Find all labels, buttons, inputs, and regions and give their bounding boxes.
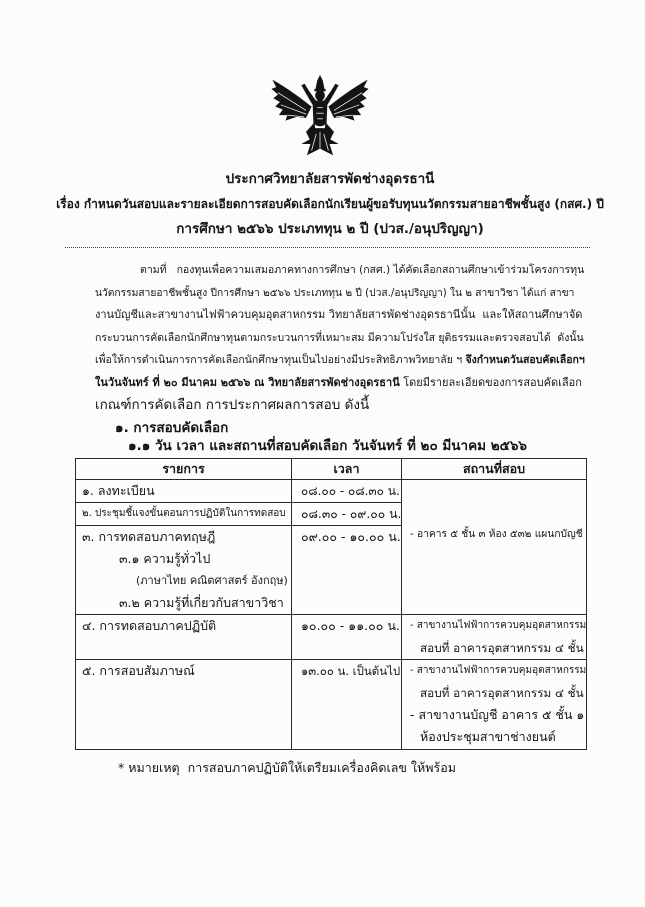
body-line-5-text: เพื่อให้การดำเนินการการคัดเลือกนักศึกษาทุนเป็นไปอย่างมีประสิทธิภาพวิทยาลัย ฯ xyxy=(95,354,466,366)
body-line-3-text: งานบัญชีและสาขางานไฟฟ้าควบคุมอุตสาหกรรม วิทยาลัยสารพัดช่างอุดรธานีนั้น และให้สถานศึกษาจัด xyxy=(95,308,583,321)
body-line-5 xyxy=(95,349,585,372)
body-line-1 xyxy=(95,259,585,282)
table-header-item: รายการ xyxy=(76,459,292,480)
row-location-line: - สาขางานไฟฟ้าการควบคุมอุตสาหกรรม xyxy=(410,620,586,631)
row-time: ๐๙.๐๐ - ๑๐.๐๐ น. xyxy=(301,529,401,544)
row-time-cell xyxy=(292,615,402,660)
row-location-line: ห้องประชุมสาขาช่างยนต์ xyxy=(420,729,556,744)
row-item-cell xyxy=(76,660,292,750)
body-line-4 xyxy=(95,327,585,350)
row-item-label: ๑. ลงทะเบียน xyxy=(82,483,155,498)
row-sub-item: ๓.๒ ความรู้ที่เกี่ยวกับสาขาวิชา xyxy=(119,595,284,610)
row-location-line: - สาขางานบัญชี อาคาร ๕ ชั้น ๑ xyxy=(410,707,585,722)
row-item-label: ๔. การทดสอบภาคปฏิบัติ xyxy=(82,618,217,633)
body-paragraph xyxy=(95,259,585,417)
row-time: ๑๐.๐๐ - ๑๑.๐๐ น. xyxy=(301,618,400,633)
row-location-line: - สาขางานไฟฟ้าการควบคุมอุตสาหกรรม xyxy=(410,665,586,676)
row-location-line: สอบที่ อาคารอุตสาหกรรม ๔ ชั้น xyxy=(420,641,584,655)
schedule-table xyxy=(75,458,587,750)
body-line-4-text: กระบวนการคัดเลือกนักศึกษาทุนตามกระบวนการที่เหมาะสม มีความโปร่งใส ยุติธรรมและตรวจสอบได้ ดังนั้น xyxy=(95,331,584,344)
section-heading: ๑. การสอบคัดเลือก xyxy=(115,420,229,436)
row-item-label: ๓. การทดสอบภาคทฤษฎี xyxy=(82,529,216,544)
body-line-3 xyxy=(95,304,585,327)
table-row xyxy=(76,660,587,750)
row-time: ๑๓.๐๐ น. เป็นต้นไป xyxy=(301,664,401,678)
row-location-cell xyxy=(402,615,587,660)
announcement-header xyxy=(55,167,605,242)
row-time-cell xyxy=(292,526,402,615)
row-item-cell xyxy=(76,615,292,660)
body-line-1-text: ตามที่ กองทุนเพื่อความเสมอภาคทางการศึกษา (กสศ.) ได้คัดเลือกสถานศึกษาเข้าร่วมโครงการทุน xyxy=(140,264,585,276)
row-time-cell xyxy=(292,503,402,526)
row-item-label: ๒. ประชุมชี้แจงขั้นตอนการปฏิบัติในการทดสอบ xyxy=(82,508,286,519)
body-line-5-bold-text: จึงกำหนดวันสอบคัดเลือกฯ xyxy=(465,354,585,366)
garuda-emblem xyxy=(268,74,372,158)
row-time: ๐๘.๐๐ - ๐๘.๓๐ น. xyxy=(301,484,400,498)
row-location-cell xyxy=(402,480,587,615)
body-line-6-text: โดยมีรายละเอียดของการสอบคัดเลือก xyxy=(399,375,582,389)
body-line-2-text: นวัตกรรมสายอาชีพชั้นสูง ปีการศึกษา ๒๕๖๖ ประเภททุน ๒ ปี (ปวส./อนุปริญญา) ใน ๒ สาขาวิชา ได้แก่ สาขา xyxy=(95,286,575,299)
announcement-subject-line-1: เรื่อง กำหนดวันสอบและรายละเอียดการสอบคัดเลือกนักเรียนผู้ขอรับทุนนวัตกรรมสายอาชีพชั้นสูง (กสศ.) ปี xyxy=(56,197,604,211)
row-item-cell xyxy=(76,480,292,503)
body-line-6 xyxy=(95,372,585,395)
table-header-time: เวลา xyxy=(292,459,402,480)
body-line-7-text: เกณฑ์การคัดเลือก การประกาศผลการสอบ ดังนี้ xyxy=(95,397,370,413)
footnote-remark: * หมายเหตุ การสอบภาคปฏิบัติให้เตรียมเครื่องคิดเลข ให้พร้อม xyxy=(118,760,456,775)
row-location-line: สอบที่ อาคารอุตสาหกรรม ๔ ชั้น xyxy=(420,686,584,700)
body-line-2 xyxy=(95,282,585,305)
row-sub-item-detail: (ภาษาไทย คณิตศาสตร์ อังกฤษ) xyxy=(136,574,288,587)
table-row xyxy=(76,615,587,660)
section-sub-heading: ๑.๑ วัน เวลา และสถานที่สอบคัดเลือก วันจันทร์ ที่ ๒๐ มีนาคม ๒๕๖๖ xyxy=(128,438,527,454)
row-time-cell xyxy=(292,480,402,503)
row-sub-item: ๓.๑ ความรู้ทั่วไป xyxy=(119,551,211,566)
table-header-location: สถานที่สอบ xyxy=(402,459,587,480)
dotted-separator xyxy=(65,247,590,248)
row-location-line: - อาคาร ๕ ชั้น ๓ ห้อง ๕๓๒ แผนกบัญชี xyxy=(410,528,583,540)
table-row xyxy=(76,480,587,503)
table-header-row xyxy=(76,459,587,480)
row-location-cell xyxy=(402,660,587,750)
announcement-subject-line-2: การศึกษา ๒๕๖๖ ประเภททุน ๒ ปี (ปวส./อนุปริญญา) xyxy=(176,221,484,237)
body-line-7 xyxy=(95,394,585,417)
row-item-cell xyxy=(76,526,292,615)
row-item-label: ๕. การสอบสัมภาษณ์ xyxy=(82,663,195,678)
announcement-title: ประกาศวิทยาลัยสารพัดช่างอุดรธานี xyxy=(225,171,435,187)
row-item-cell xyxy=(76,503,292,526)
body-line-6-bold-text: ในวันจันทร์ ที่ ๒๐ มีนาคม ๒๕๖๖ ณ วิทยาลัยสารพัดช่างอุดรธานี xyxy=(95,375,400,389)
row-time: ๐๘.๓๐ - ๐๙.๐๐ น. xyxy=(301,507,401,521)
row-time-cell xyxy=(292,660,402,750)
